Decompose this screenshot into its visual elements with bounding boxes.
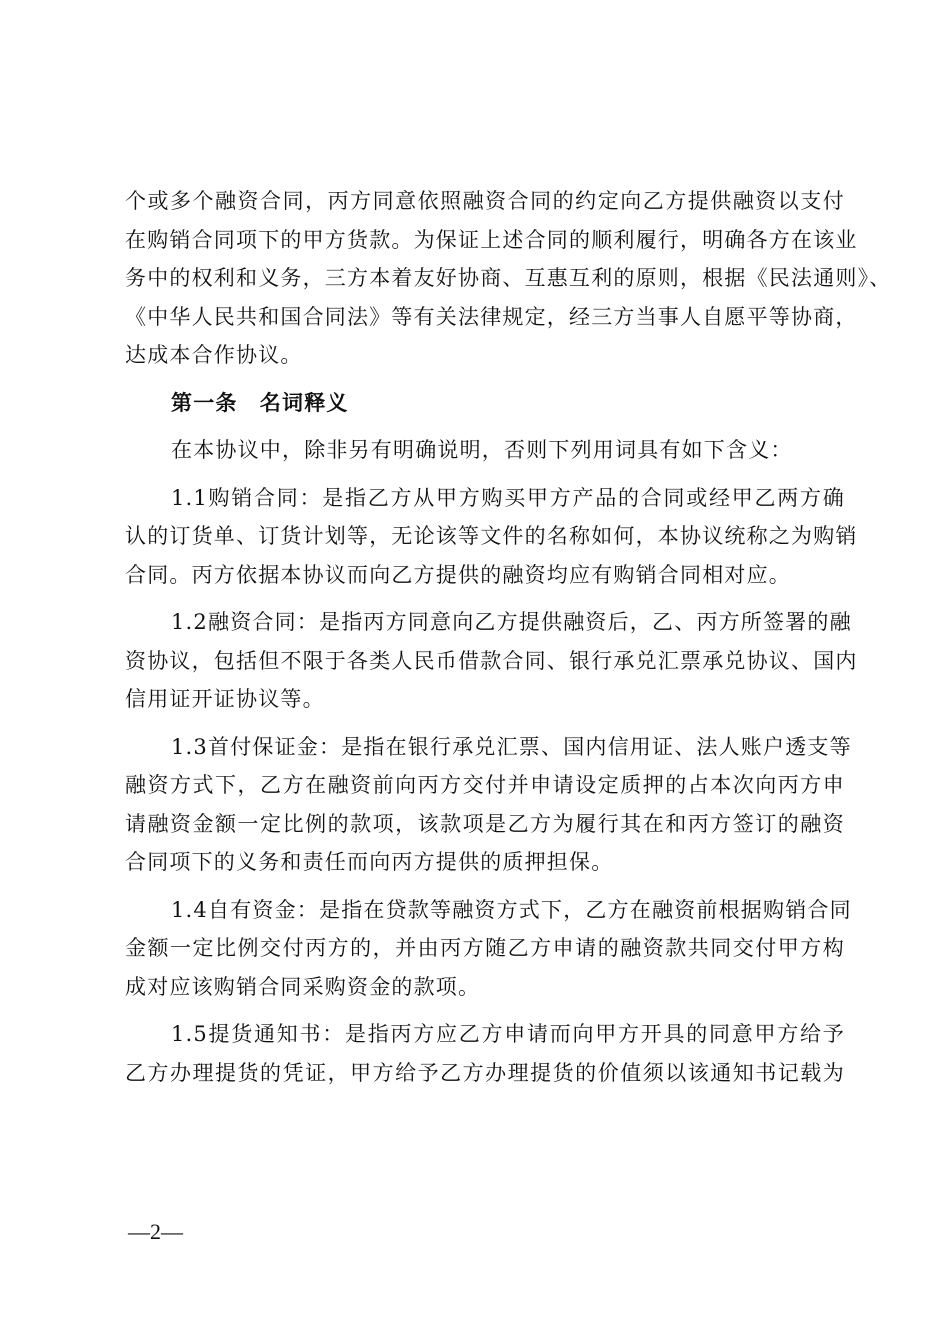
text-line: 1.5提货通知书：是指丙方应乙方申请而向甲方开具的同意甲方给予 bbox=[171, 1022, 845, 1046]
document-body bbox=[125, 182, 892, 1092]
text-line: 认的订货单、订货计划等，无论该等文件的名称如何，本协议统称之为购销 bbox=[125, 524, 858, 548]
text-line: 《中华人民共和国合同法》等有关法律规定，经三方当事人自愿平等协商， bbox=[125, 304, 858, 329]
text-line: 融资方式下，乙方在融资前向丙方交付并申请设定质押的占本次向丙方申 bbox=[125, 773, 845, 797]
text-line: 成对应该购销合同采购资金的款项。 bbox=[125, 974, 481, 999]
definition-paragraph bbox=[125, 603, 858, 719]
definition-paragraph bbox=[125, 891, 852, 1007]
text-line: 乙方办理提货的凭证，甲方给予乙方办理提货的价值须以该通知书记载为 bbox=[125, 1060, 845, 1085]
text-line: 合同项下的义务和责任而向丙方提供的质押担保。 bbox=[125, 850, 614, 874]
text-line: 务中的权利和义务，三方本着友好协商、互惠互利的原则，根据《民法通则》、 bbox=[125, 266, 892, 290]
text-line: 请融资金额一定比例的款项，该款项是乙方为履行其在和丙方签订的融资 bbox=[125, 811, 845, 836]
page-number: —2— bbox=[128, 1219, 183, 1244]
text-line: 1.1购销合同：是指乙方从甲方购买甲方产品的合同或经甲乙两方确 bbox=[171, 485, 845, 510]
text-line: 合同。丙方依据本协议而向乙方提供的融资均应有购销合同相对应。 bbox=[125, 562, 791, 587]
text-line: 在本协议中，除非另有明确说明，否则下列用词具有如下含义： bbox=[171, 438, 793, 462]
text-line: 1.4自有资金：是指在贷款等融资方式下，乙方在融资前根据购销合同 bbox=[171, 897, 852, 922]
text-line: 1.2融资合同：是指丙方同意向乙方提供融资后，乙、丙方所签署的融 bbox=[171, 610, 852, 634]
section-heading: 第一条 名词释义 bbox=[171, 389, 349, 415]
text-line: 信用证开证协议等。 bbox=[125, 687, 325, 711]
intro-paragraph bbox=[125, 431, 845, 470]
text-line: 1.3首付保证金：是指在银行承兑汇票、国内信用证、法人账户透支等 bbox=[171, 734, 852, 759]
text-line: 达成本合作协议。 bbox=[125, 343, 303, 367]
text-line: 个或多个融资合同，丙方同意依照融资合同的约定向乙方提供融资以支付 bbox=[125, 189, 845, 213]
text-line: 金额一定比例交付丙方的，并由丙方随乙方申请的融资款共同交付甲方构 bbox=[125, 936, 845, 960]
continuation-paragraph bbox=[125, 182, 892, 375]
definition-paragraph bbox=[125, 728, 852, 882]
definition-paragraph bbox=[125, 1015, 845, 1092]
definition-paragraph bbox=[125, 479, 858, 595]
text-line: 在购销合同项下的甲方货款。为保证上述合同的顺利履行，明确各方在该业 bbox=[125, 227, 858, 252]
text-line: 资协议，包括但不限于各类人民币借款合同、银行承兑汇票承兑协议、国内 bbox=[125, 648, 858, 673]
